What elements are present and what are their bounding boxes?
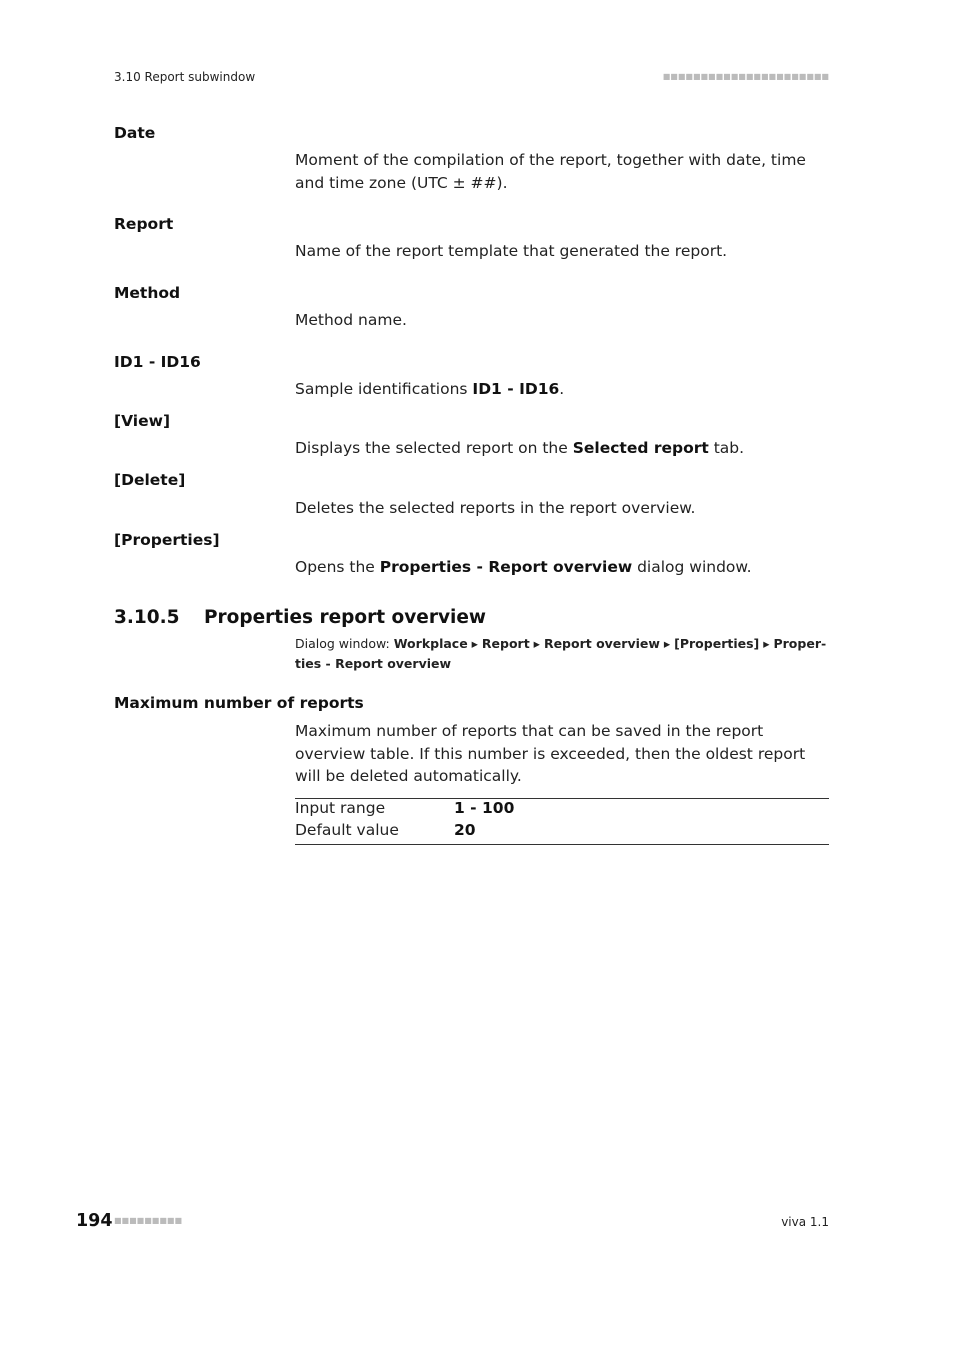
path-separator-icon: ▸	[759, 636, 774, 651]
desc-properties	[295, 556, 829, 579]
running-header-decoration: ■■■■■■■■■■■■■■■■■■■■■■	[662, 72, 829, 81]
term-date: Date	[114, 124, 156, 142]
default-value-label: Default value	[295, 821, 399, 839]
term-max-reports: Maximum number of reports	[114, 694, 364, 712]
path-separator-icon: ▸	[529, 636, 544, 651]
dialog-path-prefix: Dialog window:	[295, 636, 394, 651]
desc-part: Method name.	[295, 311, 407, 329]
path-separator-icon: ▸	[467, 636, 482, 651]
desc-part: Selected report	[572, 439, 709, 457]
desc-id	[295, 378, 829, 401]
desc-part: dialog window.	[632, 558, 752, 576]
desc-view	[295, 437, 829, 460]
path-separator-icon: ▸	[659, 636, 675, 651]
dialog-path-item: Proper-ties - Report overview	[295, 636, 827, 671]
term-properties: [Properties]	[114, 531, 220, 549]
default-value-value: 20	[454, 821, 476, 839]
desc-date	[295, 149, 829, 194]
desc-part: Displays the selected report on the	[295, 439, 573, 457]
desc-part: Deletes the selected reports in the report overview.	[295, 499, 696, 517]
desc-report	[295, 240, 829, 263]
dialog-path-item: Report	[481, 636, 530, 651]
desc-part: Properties - Report overview	[379, 558, 633, 576]
input-range-value: 1 - 100	[454, 799, 515, 817]
desc-part: ID1 - ID16	[472, 380, 560, 398]
dialog-path-item: [Properties]	[674, 636, 760, 651]
desc-part: tab.	[708, 439, 745, 457]
desc-max-reports: Maximum number of reports that can be saved in the report overview table. If this number is exceeded, then the oldest report will be deleted automatically.	[295, 722, 806, 785]
desc-part: Name of the report template that generated the report.	[295, 242, 728, 260]
section-title: Properties report overview	[204, 607, 486, 628]
product-version: viva 1.1	[781, 1215, 829, 1229]
footer-decoration: ■■■■■■■■■	[114, 1216, 183, 1225]
desc-delete	[295, 497, 829, 520]
term-report: Report	[114, 215, 174, 233]
term-method: Method	[114, 284, 181, 302]
running-header-section: 3.10 Report subwindow	[114, 70, 256, 84]
desc-part: Opens the	[295, 558, 380, 576]
desc-method	[295, 309, 829, 332]
dialog-path-item: Report overview	[543, 636, 660, 651]
term-delete: [Delete]	[114, 471, 186, 489]
section-number: 3.10.5	[114, 607, 180, 628]
page-number: 194	[76, 1211, 113, 1231]
desc-part: Sample identifications	[295, 380, 473, 398]
table-bottom-rule	[295, 844, 829, 845]
dialog-path	[295, 634, 829, 674]
term-id: ID1 - ID16	[114, 353, 201, 371]
input-range-label: Input range	[295, 799, 386, 817]
desc-part: .	[559, 380, 565, 398]
term-view: [View]	[114, 412, 171, 430]
dialog-path-item: Workplace	[393, 636, 468, 651]
desc-part: Moment of the compilation of the report, together with date, time and time zone (UTC ± ##).	[295, 151, 806, 192]
